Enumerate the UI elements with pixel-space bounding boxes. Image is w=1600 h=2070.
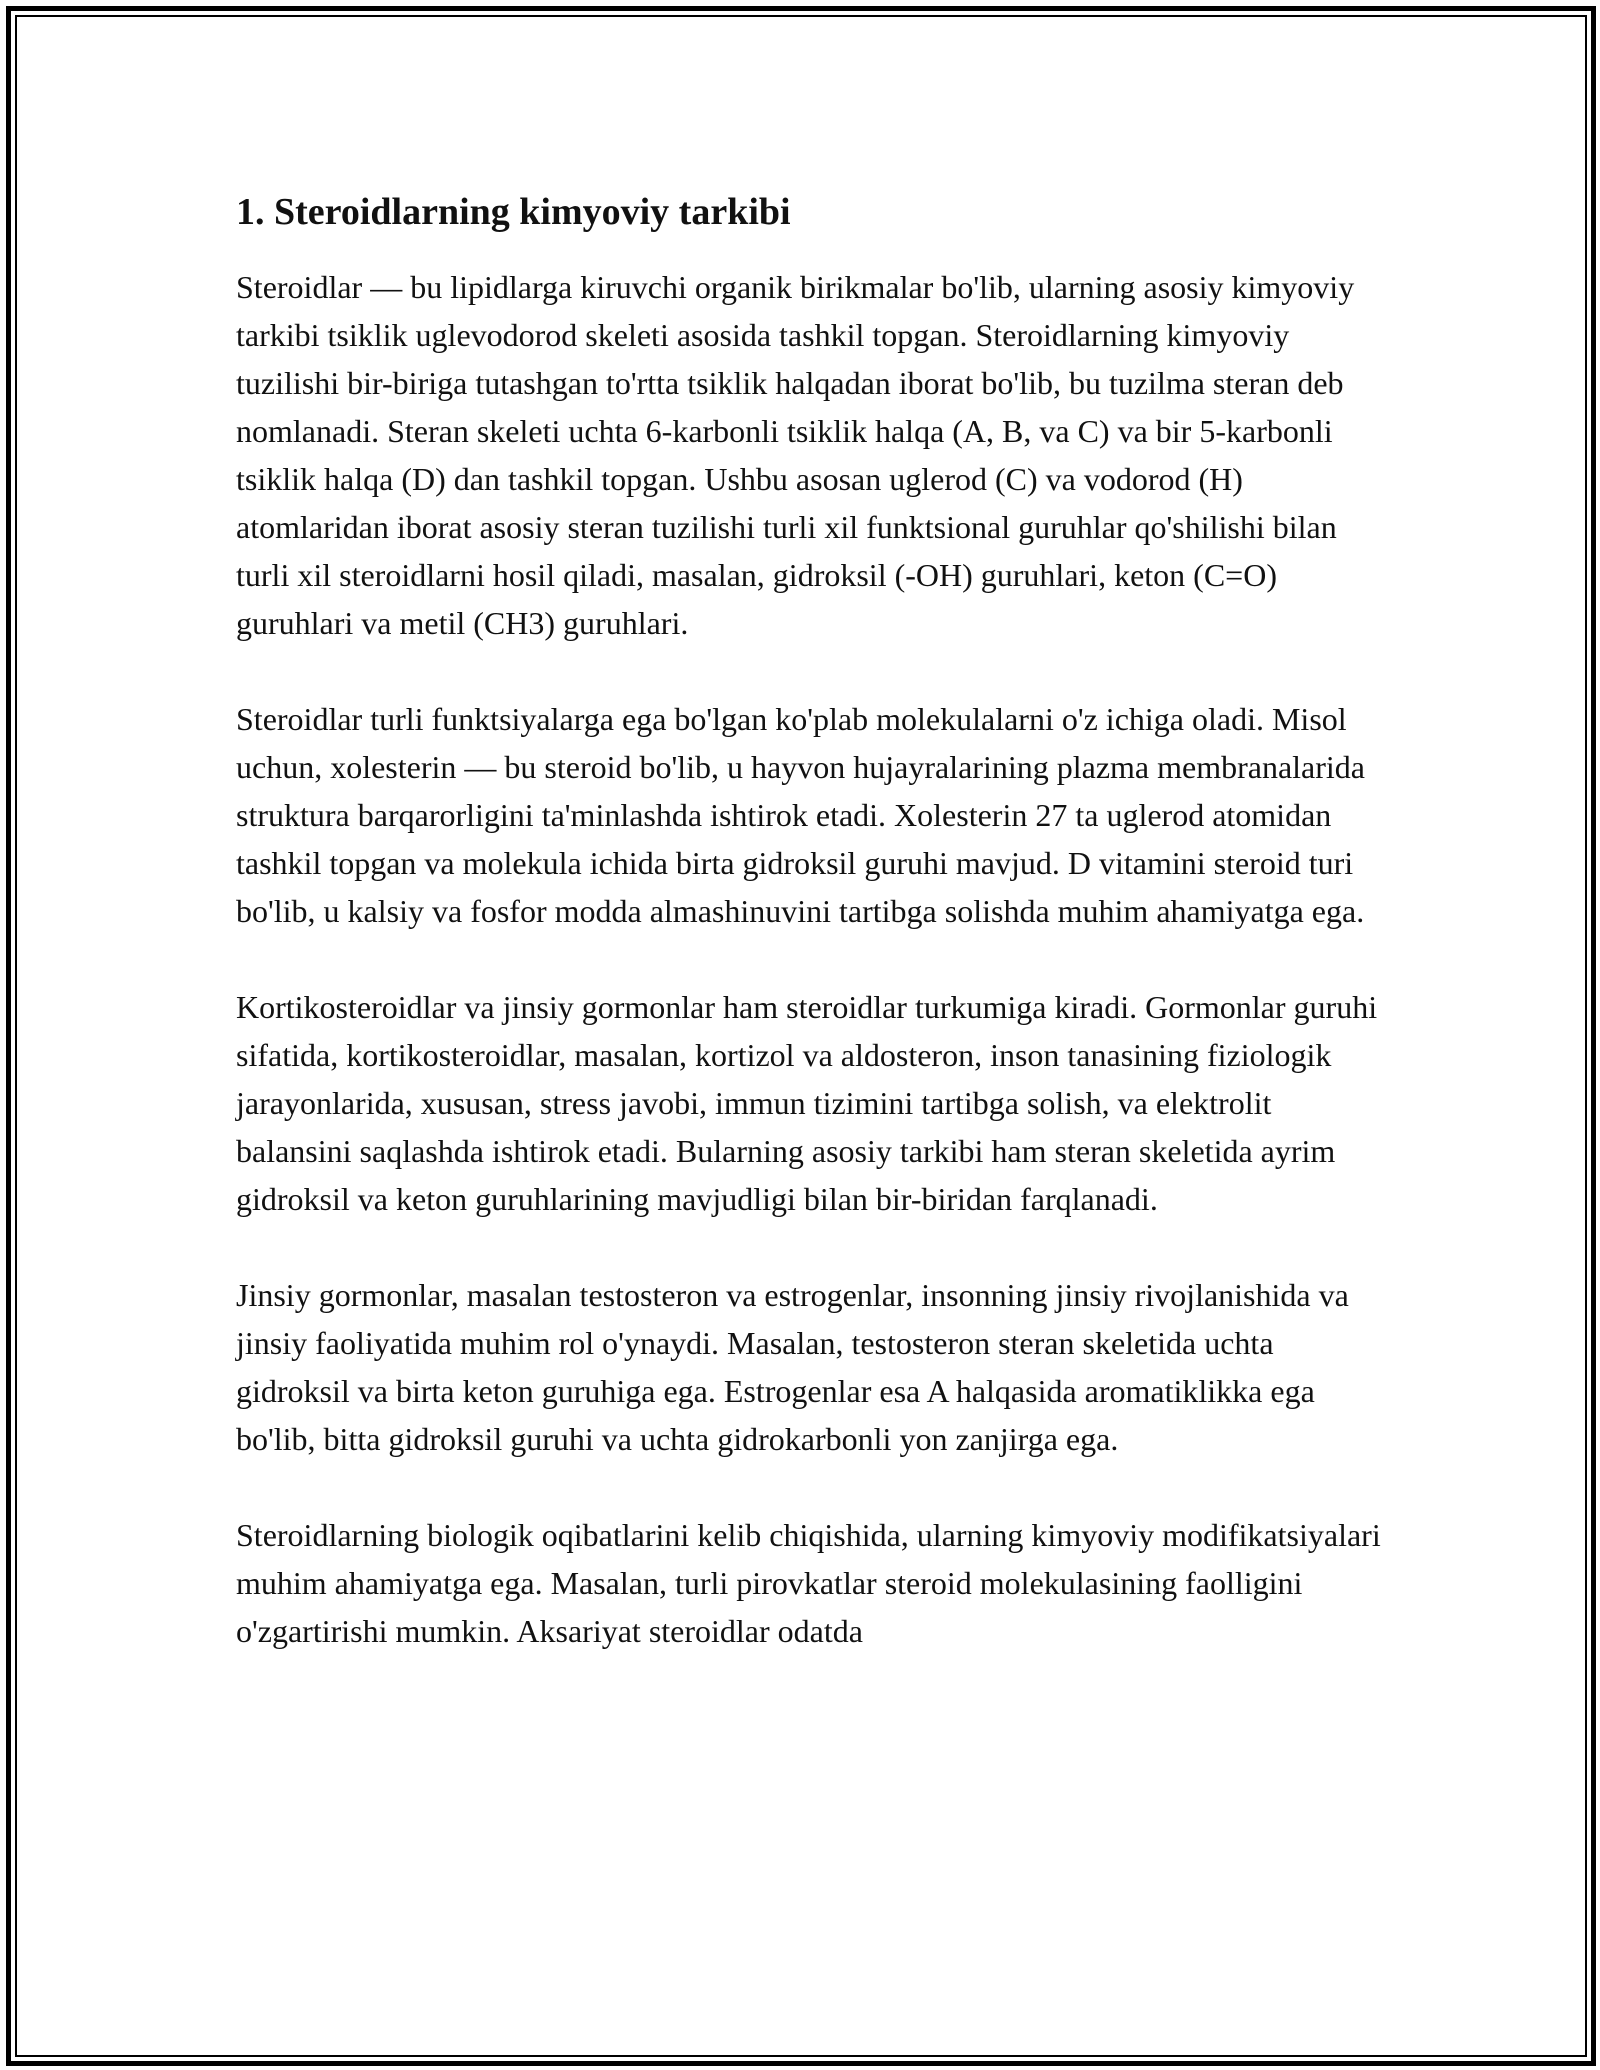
paragraph-3: Kortikosteroidlar va jinsiy gormonlar ham steroidlar turkumiga kiradi. Gormonlar guruhi sifatida, kortikosteroidlar, masalan, kortizol va aldosteron, inson tanasining fiziologik jarayonlarida, xususan, stress javobi, immun tizimini tartibga solish, va elektrolit balansini saqlashda ishtirok etadi. Bularning asosiy tarkibi ham steran skeletida ayrim gidroksil va keton guruhlarining mavjudligi bilan bir-biridan farqlanadi. (236, 989, 1378, 1218)
section-title: 1. Steroidlarning kimyoviy tarkibi (236, 191, 791, 233)
paragraph-2: Steroidlar turli funktsiyalarga ega bo'lgan ko'plab molekulalarni o'z ichiga oladi. Misol uchun, xolesterin — bu steroid bo'lib, u hayvon hujayralarining plazma membranalarida struktura barqarorligini ta'minlashda ishtirok etadi. Xolesterin 27 ta uglerod atomidan tashkil topgan va molekula ichida birta gidroksil guruhi mavjud. D vitamini steroid turi bo'lib, u kalsiy va fosfor modda almashinuvini tartibga solishda muhim ahamiyatga ega. (236, 701, 1365, 930)
document-body (236, 188, 1386, 1703)
paragraph-1: Steroidlar — bu lipidlarga kiruvchi organik birikmalar bo'lib, ularning asosiy kimyoviy tarkibi tsiklik uglevodorod skeleti asosida tashkil topgan. Steroidlarning kimyoviy tuzilishi bir-biriga tutashgan to'rtta tsiklik halqadan iborat bo'lib, bu tuzilma steran deb nomlanadi. Steran skeleti uchta 6-karbonli tsiklik halqa (A, B, va C) va bir 5-karbonli tsiklik halqa (D) dan tashkil topgan. Ushbu asosan uglerod (C) va vodorod (H) atomlaridan iborat asosiy steran tuzilishi turli xil funktsional guruhlar qo'shilishi bilan turli xil steroidlarni hosil qiladi, masalan, gidroksil (-OH) guruhlari, keton (C=O) guruhlari va metil (CH3) guruhlari. (236, 269, 1355, 642)
paragraph-4: Jinsiy gormonlar, masalan testosteron va estrogenlar, insonning jinsiy rivojlanishida va jinsiy faoliyatida muhim rol o'ynaydi. Masalan, testosteron steran skeletida uchta gidroksil va birta keton guruhiga ega. Estrogenlar esa A halqasida aromatiklikka ega bo'lib, bitta gidroksil guruhi va uchta gidrokarbonli yon zanjirga ega. (236, 1277, 1349, 1458)
paragraph-5: Steroidlarning biologik oqibatlarini kelib chiqishida, ularning kimyoviy modifikatsiyalari muhim ahamiyatga ega. Masalan, turli pirovkatlar steroid molekulasining faolligini o'zgartirishi mumkin. Aksariyat steroidlar odatda (236, 1517, 1381, 1650)
